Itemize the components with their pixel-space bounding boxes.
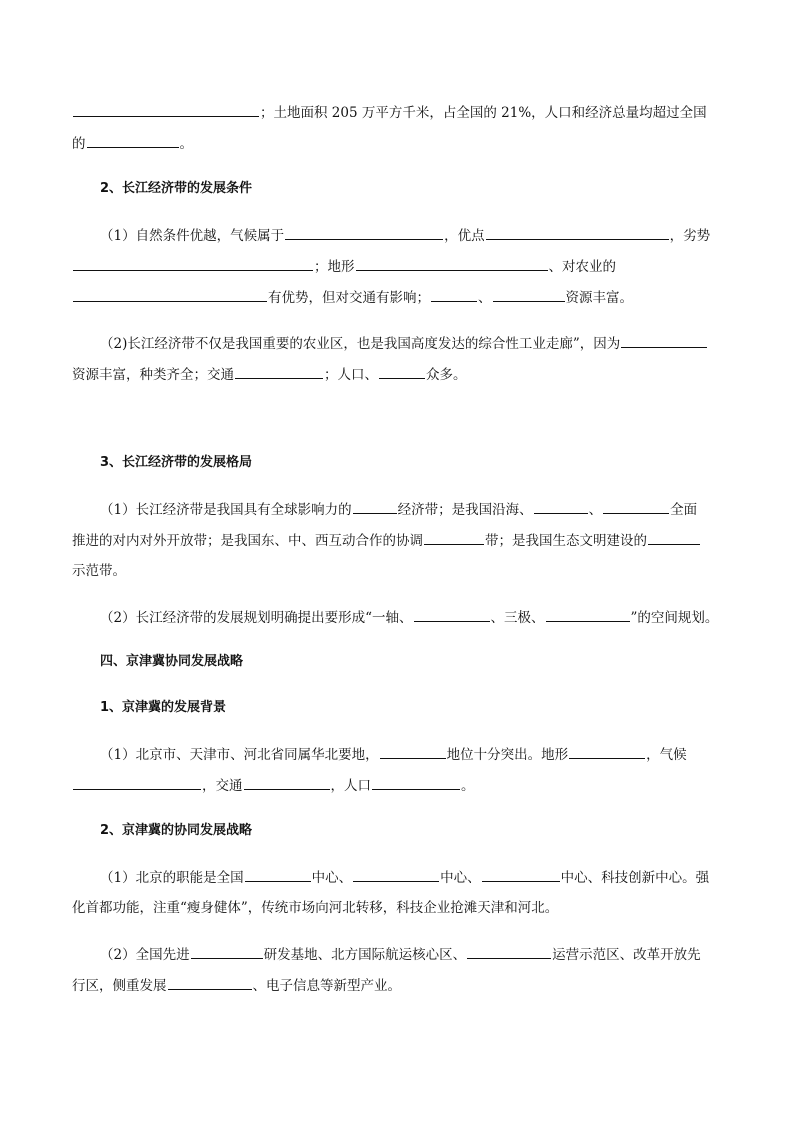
- section-heading: 2、京津冀的协同发展战略: [100, 823, 253, 838]
- text-segment: 。: [461, 778, 475, 794]
- text-segment: 资源丰富，种类齐全；交通: [72, 367, 234, 383]
- fill-blank[interactable]: [73, 102, 259, 117]
- text-segment: （1）北京的职能是全国: [100, 870, 244, 886]
- text-segment: 的: [72, 136, 86, 152]
- text-line: [100, 607, 718, 627]
- text-segment: 推进的对内对外开放带；是我国东、中、西互动合作的协调: [72, 533, 423, 549]
- text-segment: 示范带。: [72, 563, 126, 579]
- text-segment: 地位十分突出。地形: [446, 747, 569, 763]
- text-line: [100, 744, 687, 764]
- fill-blank[interactable]: [191, 944, 263, 959]
- text-line: [72, 287, 633, 307]
- fill-blank[interactable]: [168, 975, 252, 990]
- text-line: [100, 225, 710, 245]
- fill-blank[interactable]: [73, 256, 313, 271]
- text-segment: 、: [588, 502, 603, 518]
- text-segment: （1）长江经济带是我国具有全球影响力的: [100, 502, 352, 518]
- fill-blank[interactable]: [424, 530, 484, 545]
- text-line: [100, 499, 697, 519]
- text-line: [72, 364, 467, 384]
- section-heading: 1、京津冀的发展背景: [100, 700, 227, 715]
- text-segment: ，人口: [330, 778, 371, 794]
- fill-blank[interactable]: [569, 744, 645, 759]
- fill-blank[interactable]: [380, 744, 446, 759]
- text-segment: ；土地面积 205 万平方千米，占全国的 21%，人口和经济总量均超过全国: [260, 105, 707, 121]
- text-segment: 经济带；是我国沿海、: [397, 502, 533, 518]
- fill-blank[interactable]: [379, 364, 425, 379]
- text-segment: ；人口、: [324, 367, 378, 383]
- fill-blank[interactable]: [73, 775, 201, 790]
- fill-blank[interactable]: [493, 287, 565, 302]
- text-line: [100, 333, 708, 353]
- text-segment: ；地形: [314, 259, 355, 275]
- fill-blank[interactable]: [621, 333, 707, 348]
- text-segment: 中心、科技创新中心。强: [560, 870, 710, 886]
- text-segment: ，交通: [202, 778, 243, 794]
- text-segment: 、对农业的: [548, 259, 616, 275]
- text-segment: 资源丰富。: [565, 290, 633, 306]
- text-line: [72, 561, 126, 581]
- text-line: [72, 975, 401, 995]
- fill-blank[interactable]: [353, 499, 397, 514]
- fill-blank[interactable]: [356, 256, 548, 271]
- text-segment: ，优点: [444, 228, 485, 244]
- text-segment: ，气候: [646, 747, 687, 763]
- fill-blank[interactable]: [235, 364, 323, 379]
- text-segment: （2）长江经济带的发展规划明确提出要形成“一轴、: [100, 610, 413, 626]
- text-segment: （2)长江经济带不仅是我国重要的农业区，也是我国高度发达的综合性工业走廊”，因为: [100, 336, 621, 352]
- fill-blank[interactable]: [486, 225, 669, 240]
- fill-blank[interactable]: [73, 287, 267, 302]
- fill-blank[interactable]: [467, 944, 551, 959]
- text-line: [72, 102, 707, 122]
- text-line: [72, 133, 193, 153]
- section-heading: 3、长江经济带的发展格局: [100, 455, 253, 470]
- text-line: [72, 898, 558, 918]
- fill-blank[interactable]: [648, 530, 700, 545]
- text-segment: 众多。: [426, 367, 467, 383]
- fill-blank[interactable]: [546, 607, 630, 622]
- fill-blank[interactable]: [353, 867, 439, 882]
- fill-blank[interactable]: [534, 499, 588, 514]
- text-segment: （1）自然条件优越，气候属于: [100, 228, 285, 244]
- fill-blank[interactable]: [87, 133, 179, 148]
- text-line: [72, 775, 475, 795]
- text-line: [100, 867, 709, 887]
- fill-blank[interactable]: [244, 775, 330, 790]
- text-segment: 全面: [670, 502, 698, 518]
- text-segment: 行区，侧重发展: [72, 978, 167, 994]
- fill-blank[interactable]: [245, 867, 311, 882]
- text-line: [72, 530, 701, 550]
- text-line: [100, 944, 701, 964]
- fill-blank[interactable]: [431, 287, 477, 302]
- fill-blank[interactable]: [414, 607, 490, 622]
- text-segment: （1）北京市、天津市、河北省同属华北要地，: [100, 747, 379, 763]
- text-segment: 中心、: [440, 870, 481, 886]
- section-heading: 四、京津冀协同发展战略: [100, 654, 244, 669]
- text-segment: ”的空间规划。: [630, 610, 719, 626]
- text-segment: 、: [478, 290, 492, 306]
- fill-blank[interactable]: [372, 775, 460, 790]
- text-segment: 、电子信息等新型产业。: [252, 978, 401, 994]
- text-segment: 有优势，但对交通有影响；: [268, 290, 430, 306]
- text-segment: 。: [179, 136, 193, 152]
- text-segment: 运营示范区、改革开放先: [552, 947, 701, 963]
- fill-blank[interactable]: [603, 499, 669, 514]
- text-segment: （2）全国先进: [100, 947, 190, 963]
- fill-blank[interactable]: [285, 225, 443, 240]
- text-segment: 、三极、: [490, 610, 545, 626]
- text-line: [72, 256, 616, 276]
- text-segment: 中心、: [311, 870, 353, 886]
- text-segment: ，劣势: [669, 228, 711, 244]
- text-segment: 研发基地、北方国际航运核心区、: [263, 947, 467, 963]
- text-segment: 带；是我国生态文明建设的: [485, 533, 647, 549]
- fill-blank[interactable]: [482, 867, 560, 882]
- section-heading: 2、长江经济带的发展条件: [100, 181, 253, 196]
- text-segment: 化首都功能，注重“瘦身健体”，传统市场向河北转移，科技企业抢滩天津和河北。: [72, 900, 559, 916]
